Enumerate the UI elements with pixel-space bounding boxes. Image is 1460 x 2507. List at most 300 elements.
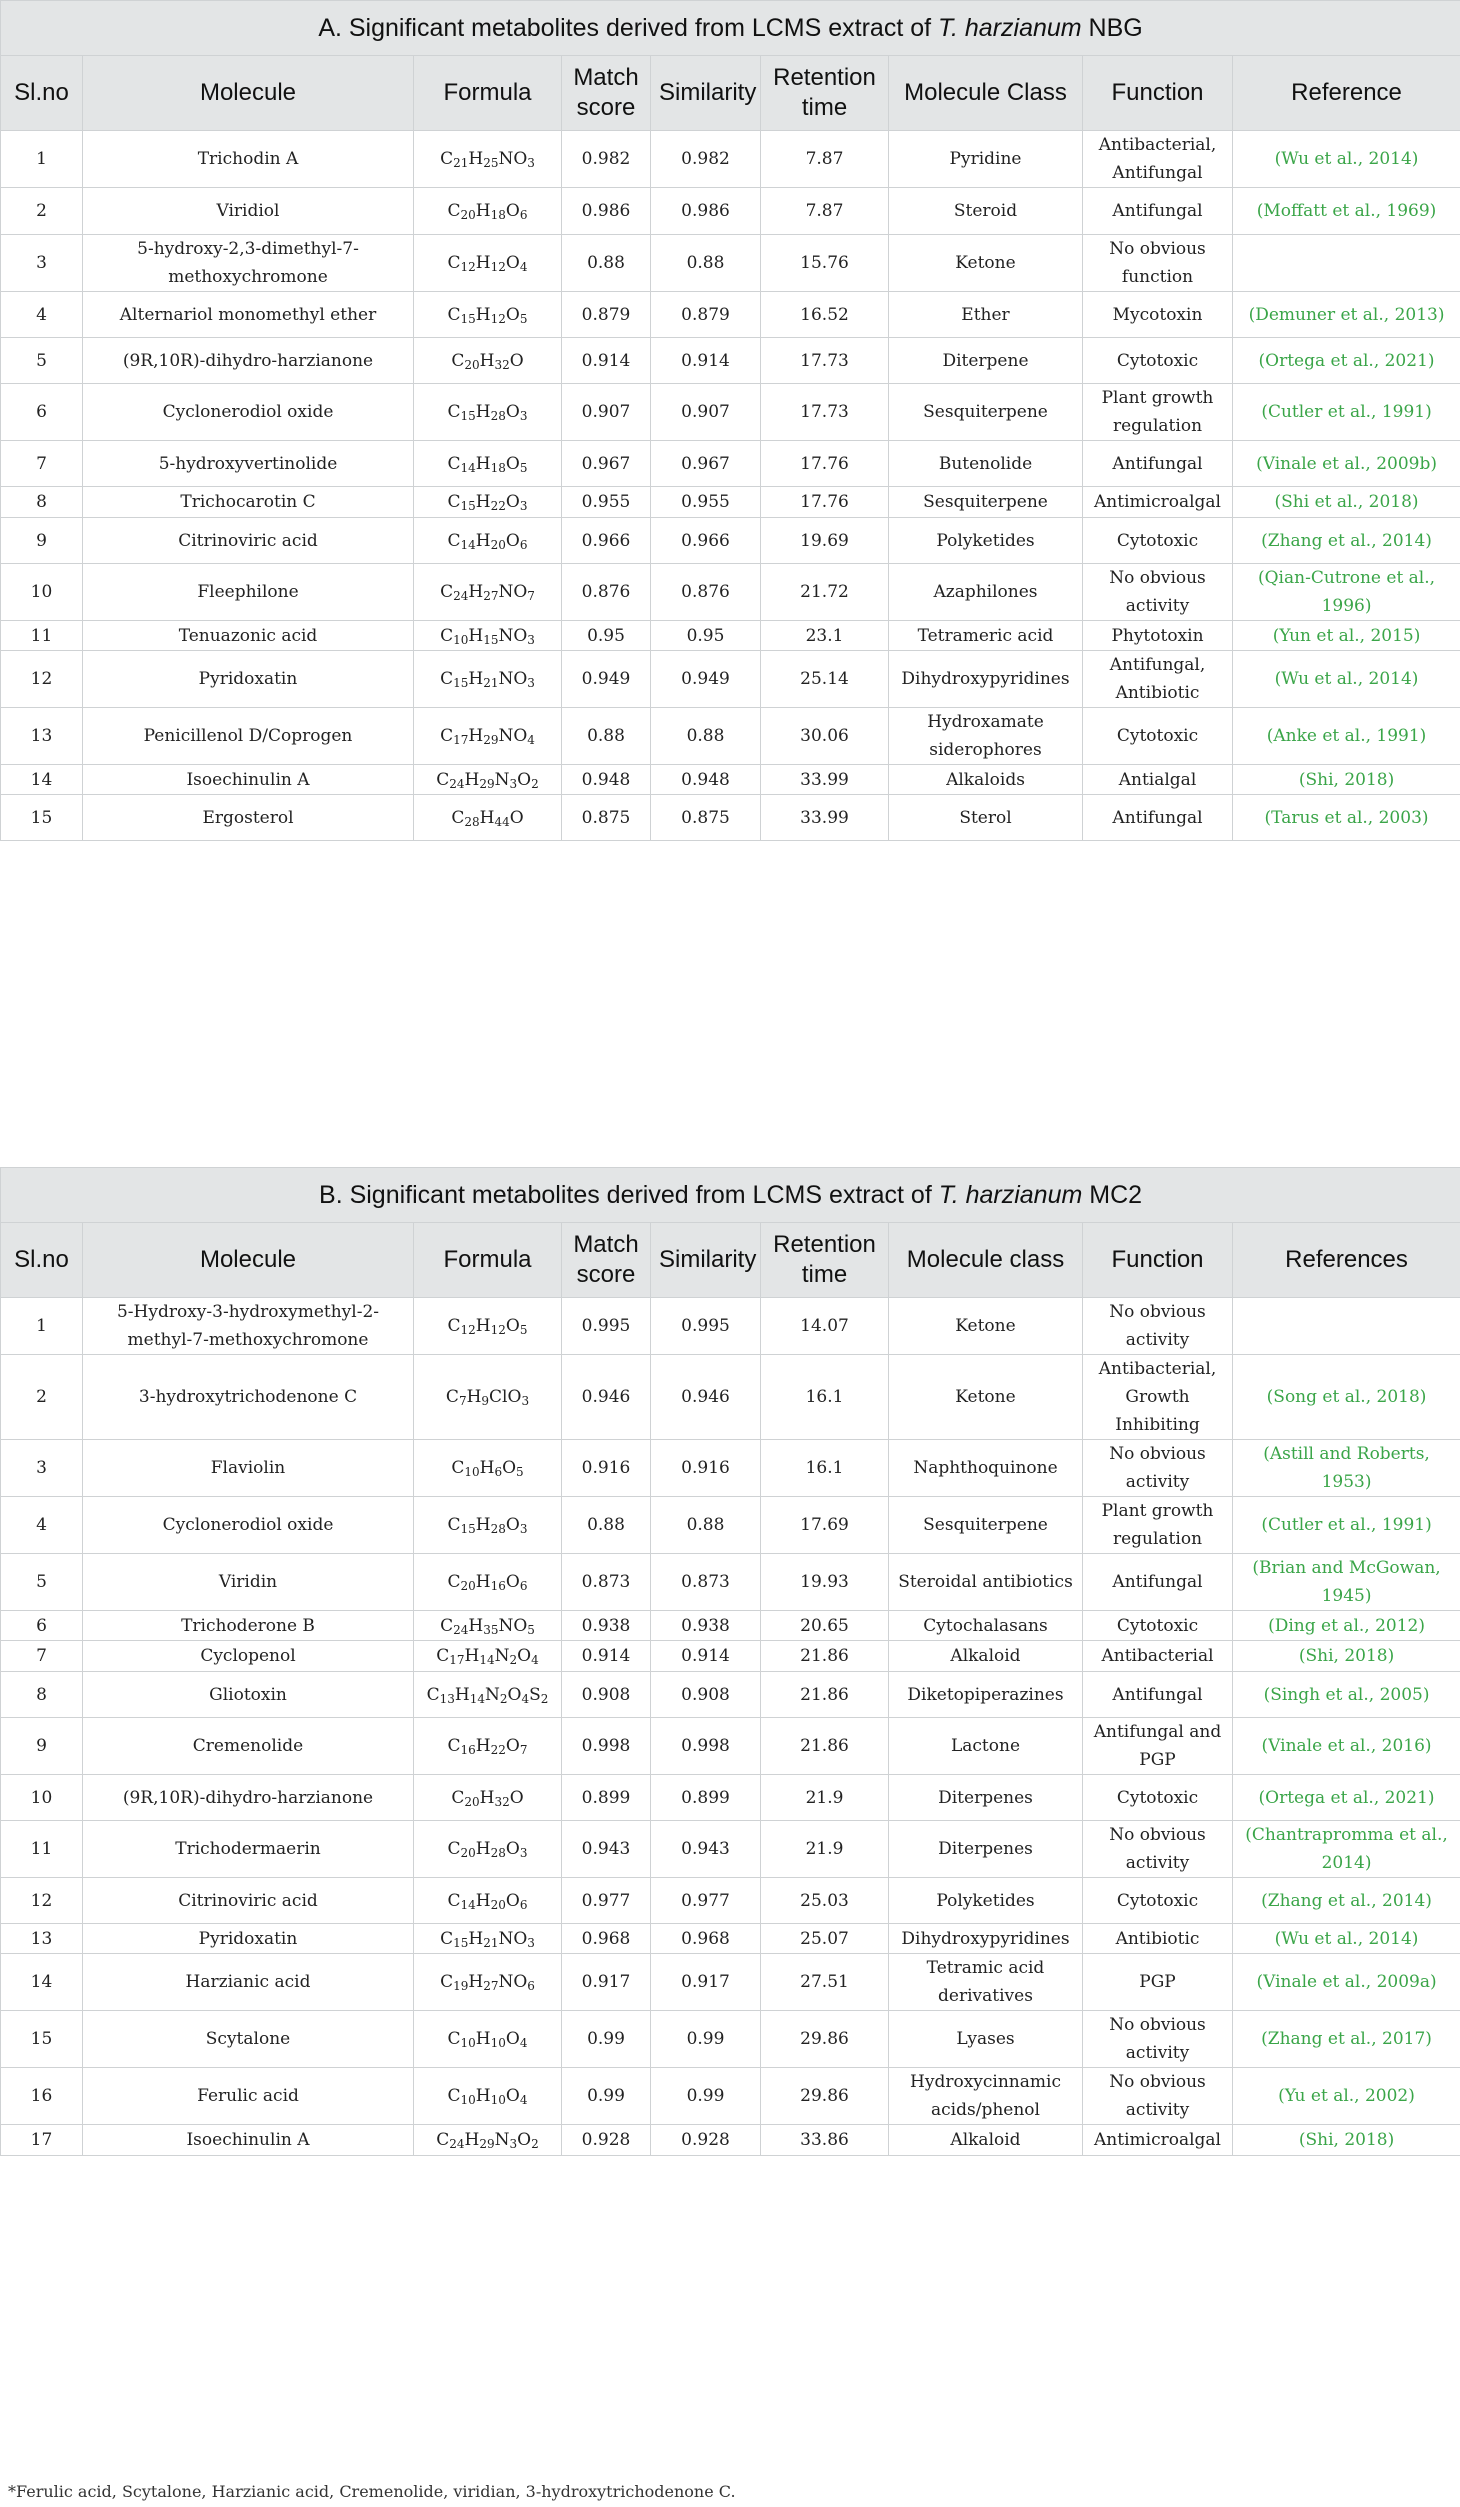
molecule-cell: Harzianic acid bbox=[83, 1954, 414, 2011]
table-title bbox=[1, 1, 1460, 56]
table-row bbox=[1, 1440, 1460, 1497]
retention-time-cell: 19.93 bbox=[761, 1554, 889, 1611]
title-species: T. harzianum bbox=[938, 1181, 1083, 1209]
molecule-class-cell: Sesquiterpene bbox=[889, 487, 1083, 518]
function-cell: Cytotoxic bbox=[1083, 1878, 1233, 1924]
retention-time-cell: 17.76 bbox=[761, 487, 889, 518]
retention-time-cell: 33.99 bbox=[761, 795, 889, 841]
molecule-cell: Pyridoxatin bbox=[83, 651, 414, 708]
table-title bbox=[1, 1168, 1460, 1223]
reference-cell[interactable]: (Moffatt et al., 1969) bbox=[1233, 188, 1460, 235]
retention-time-cell: 21.72 bbox=[761, 564, 889, 621]
table-row bbox=[1, 708, 1460, 765]
sl-no-cell: 8 bbox=[1, 1672, 83, 1718]
reference-cell[interactable]: (Demuner et al., 2013) bbox=[1233, 292, 1460, 338]
molecule-class-cell: Hydroxycinnamic acids/phenol bbox=[889, 2068, 1083, 2125]
match-score-cell: 0.914 bbox=[562, 338, 651, 384]
formula-cell: $C_{20}H_{28}O_3$ bbox=[414, 1821, 562, 1878]
retention-time-cell: 25.14 bbox=[761, 651, 889, 708]
molecule-class-cell: Cytochalasans bbox=[889, 1611, 1083, 1641]
title-suffix: NBG bbox=[1081, 14, 1143, 42]
table-row bbox=[1, 1497, 1460, 1554]
match-score-cell: 0.928 bbox=[562, 2125, 651, 2156]
molecule-cell: Cyclonerodiol oxide bbox=[83, 384, 414, 441]
match-score-cell: 0.95 bbox=[562, 621, 651, 651]
molecule-cell: Pyridoxatin bbox=[83, 1924, 414, 1954]
sl-no-cell: 4 bbox=[1, 1497, 83, 1554]
molecule-class-cell: Sesquiterpene bbox=[889, 384, 1083, 441]
molecule-cell: Cyclopenol bbox=[83, 1641, 414, 1672]
molecule-class-cell: Polyketides bbox=[889, 518, 1083, 564]
table-row bbox=[1, 2068, 1460, 2125]
similarity-cell: 0.938 bbox=[651, 1611, 761, 1641]
match-score-cell: 0.88 bbox=[562, 708, 651, 765]
similarity-cell: 0.977 bbox=[651, 1878, 761, 1924]
match-score-cell: 0.948 bbox=[562, 765, 651, 795]
match-score-cell: 0.943 bbox=[562, 1821, 651, 1878]
retention-time-cell: 16.52 bbox=[761, 292, 889, 338]
function-cell: Antimicroalgal bbox=[1083, 2125, 1233, 2156]
molecule-cell: Penicillenol D/Coprogen bbox=[83, 708, 414, 765]
function-cell: No obvious function bbox=[1083, 235, 1233, 292]
formula-cell: $C_{15}H_{21}NO_3$ bbox=[414, 1924, 562, 1954]
sl-no-cell: 15 bbox=[1, 795, 83, 841]
reference-cell[interactable]: (Vinale et al., 2016) bbox=[1233, 1718, 1460, 1775]
sl-no-cell: 6 bbox=[1, 1611, 83, 1641]
sl-no-cell: 1 bbox=[1, 131, 83, 188]
table-row bbox=[1, 188, 1460, 235]
function-cell: Antifungal bbox=[1083, 795, 1233, 841]
formula-cell: $C_{21}H_{25}NO_3$ bbox=[414, 131, 562, 188]
match-score-cell: 0.949 bbox=[562, 651, 651, 708]
sl-no-cell: 14 bbox=[1, 765, 83, 795]
formula-cell: $C_{10}H_{10}O_4$ bbox=[414, 2011, 562, 2068]
table-row bbox=[1, 1355, 1460, 1440]
table-row bbox=[1, 235, 1460, 292]
reference-cell[interactable]: (Wu et al., 2014) bbox=[1233, 131, 1460, 188]
molecule-class-cell: Tetramic acid derivatives bbox=[889, 1954, 1083, 2011]
sl-no-cell: 6 bbox=[1, 384, 83, 441]
similarity-cell: 0.917 bbox=[651, 1954, 761, 2011]
sl-no-cell: 12 bbox=[1, 651, 83, 708]
molecule-class-cell: Dihydroxypyridines bbox=[889, 651, 1083, 708]
molecule-cell: 5-Hydroxy-3-hydroxymethyl-2-methyl-7-methoxychromone bbox=[83, 1298, 414, 1355]
match-score-cell: 0.907 bbox=[562, 384, 651, 441]
formula-cell: $C_{19}H_{27}NO_6$ bbox=[414, 1954, 562, 2011]
formula-cell: $C_{24}H_{29}N_3O_2$ bbox=[414, 765, 562, 795]
function-cell: Antimicroalgal bbox=[1083, 487, 1233, 518]
function-cell: Antibacterial, Growth Inhibiting bbox=[1083, 1355, 1233, 1440]
function-cell: Antibacterial bbox=[1083, 1641, 1233, 1672]
formula-cell: $C_{17}H_{29}NO_4$ bbox=[414, 708, 562, 765]
retention-time-cell: 7.87 bbox=[761, 131, 889, 188]
function-cell: No obvious activity bbox=[1083, 564, 1233, 621]
column-header: Molecule Class bbox=[889, 56, 1083, 131]
formula-cell: $C_{10}H_{10}O_4$ bbox=[414, 2068, 562, 2125]
function-cell: Cytotoxic bbox=[1083, 518, 1233, 564]
molecule-class-cell: Ketone bbox=[889, 1355, 1083, 1440]
formula-cell: $C_{20}H_{32}O$ bbox=[414, 1775, 562, 1821]
sl-no-cell: 17 bbox=[1, 2125, 83, 2156]
sl-no-cell: 3 bbox=[1, 1440, 83, 1497]
table-row bbox=[1, 1821, 1460, 1878]
function-cell: PGP bbox=[1083, 1954, 1233, 2011]
title-text: B. Significant metabolites derived from LCMS extract of bbox=[319, 1181, 939, 1209]
molecule-class-cell: Dihydroxypyridines bbox=[889, 1924, 1083, 1954]
metabolites-table-mc2 bbox=[0, 1167, 1460, 2156]
similarity-cell: 0.88 bbox=[651, 235, 761, 292]
match-score-cell: 0.899 bbox=[562, 1775, 651, 1821]
function-cell: Antifungal bbox=[1083, 441, 1233, 487]
match-score-cell: 0.879 bbox=[562, 292, 651, 338]
match-score-cell: 0.966 bbox=[562, 518, 651, 564]
formula-cell: $C_{24}H_{29}N_3O_2$ bbox=[414, 2125, 562, 2156]
title-text: A. Significant metabolites derived from LCMS extract of bbox=[318, 14, 939, 42]
function-cell: Cytotoxic bbox=[1083, 1611, 1233, 1641]
formula-cell: $C_{13}H_{14}N_2O_4S_2$ bbox=[414, 1672, 562, 1718]
retention-time-cell: 21.9 bbox=[761, 1775, 889, 1821]
reference-cell[interactable]: (Astill and Roberts, 1953) bbox=[1233, 1440, 1460, 1497]
column-header: Retention time bbox=[761, 1223, 889, 1298]
table-row bbox=[1, 1954, 1460, 2011]
table-row bbox=[1, 292, 1460, 338]
similarity-cell: 0.967 bbox=[651, 441, 761, 487]
retention-time-cell: 29.86 bbox=[761, 2068, 889, 2125]
similarity-cell: 0.95 bbox=[651, 621, 761, 651]
table-row bbox=[1, 2011, 1460, 2068]
molecule-class-cell: Ether bbox=[889, 292, 1083, 338]
retention-time-cell: 25.07 bbox=[761, 1924, 889, 1954]
molecule-class-cell: Hydroxamate siderophores bbox=[889, 708, 1083, 765]
match-score-cell: 0.998 bbox=[562, 1718, 651, 1775]
similarity-cell: 0.875 bbox=[651, 795, 761, 841]
reference-cell[interactable]: (Cutler et al., 1991) bbox=[1233, 1497, 1460, 1554]
match-score-cell: 0.917 bbox=[562, 1954, 651, 2011]
similarity-cell: 0.943 bbox=[651, 1821, 761, 1878]
molecule-class-cell: Diterpene bbox=[889, 338, 1083, 384]
function-cell: Antifungal, Antibiotic bbox=[1083, 651, 1233, 708]
retention-time-cell: 21.86 bbox=[761, 1672, 889, 1718]
match-score-cell: 0.968 bbox=[562, 1924, 651, 1954]
table-row bbox=[1, 131, 1460, 188]
similarity-cell: 0.982 bbox=[651, 131, 761, 188]
formula-cell: $C_{28}H_{44}O$ bbox=[414, 795, 562, 841]
similarity-cell: 0.88 bbox=[651, 708, 761, 765]
reference-cell bbox=[1233, 235, 1460, 292]
molecule-cell: Viridiol bbox=[83, 188, 414, 235]
formula-cell: $C_{16}H_{22}O_7$ bbox=[414, 1718, 562, 1775]
formula-cell: $C_{20}H_{16}O_6$ bbox=[414, 1554, 562, 1611]
reference-cell[interactable]: (Yun et al., 2015) bbox=[1233, 621, 1460, 651]
sl-no-cell: 2 bbox=[1, 1355, 83, 1440]
formula-cell: $C_{15}H_{12}O_5$ bbox=[414, 292, 562, 338]
molecule-cell: Isoechinulin A bbox=[83, 765, 414, 795]
formula-cell: $C_7H_9ClO_3$ bbox=[414, 1355, 562, 1440]
reference-cell[interactable]: (Ortega et al., 2021) bbox=[1233, 1775, 1460, 1821]
sl-no-cell: 12 bbox=[1, 1878, 83, 1924]
reference-cell[interactable]: (Zhang et al., 2017) bbox=[1233, 2011, 1460, 2068]
molecule-cell: Citrinoviric acid bbox=[83, 1878, 414, 1924]
molecule-cell: 5-hydroxy-2,3-dimethyl-7-methoxychromone bbox=[83, 235, 414, 292]
match-score-cell: 0.876 bbox=[562, 564, 651, 621]
match-score-cell: 0.938 bbox=[562, 1611, 651, 1641]
retention-time-cell: 33.86 bbox=[761, 2125, 889, 2156]
molecule-cell: Ergosterol bbox=[83, 795, 414, 841]
reference-cell[interactable]: (Anke et al., 1991) bbox=[1233, 708, 1460, 765]
column-header: Function bbox=[1083, 1223, 1233, 1298]
match-score-cell: 0.99 bbox=[562, 2068, 651, 2125]
match-score-cell: 0.986 bbox=[562, 188, 651, 235]
similarity-cell: 0.99 bbox=[651, 2068, 761, 2125]
column-header: Reference bbox=[1233, 56, 1460, 131]
similarity-cell: 0.995 bbox=[651, 1298, 761, 1355]
function-cell: Antialgal bbox=[1083, 765, 1233, 795]
footnote: *Ferulic acid, Scytalone, Harzianic acid, Cremenolide, viridian, 3-hydroxytrichodenone C. bbox=[8, 2482, 736, 2501]
retention-time-cell: 33.99 bbox=[761, 765, 889, 795]
molecule-class-cell: Alkaloid bbox=[889, 2125, 1083, 2156]
reference-cell[interactable]: (Vinale et al., 2009a) bbox=[1233, 1954, 1460, 2011]
molecule-cell: (9R,10R)-dihydro-harzianone bbox=[83, 1775, 414, 1821]
sl-no-cell: 2 bbox=[1, 188, 83, 235]
reference-cell[interactable]: (Singh et al., 2005) bbox=[1233, 1672, 1460, 1718]
table-row bbox=[1, 1611, 1460, 1641]
retention-time-cell: 15.76 bbox=[761, 235, 889, 292]
reference-cell[interactable]: (Vinale et al., 2009b) bbox=[1233, 441, 1460, 487]
column-header: Similarity bbox=[651, 56, 761, 131]
formula-cell: $C_{12}H_{12}O_4$ bbox=[414, 235, 562, 292]
reference-cell[interactable]: (Wu et al., 2014) bbox=[1233, 651, 1460, 708]
molecule-cell: 3-hydroxytrichodenone C bbox=[83, 1355, 414, 1440]
formula-cell: $C_{15}H_{21}NO_3$ bbox=[414, 651, 562, 708]
match-score-cell: 0.967 bbox=[562, 441, 651, 487]
retention-time-cell: 23.1 bbox=[761, 621, 889, 651]
retention-time-cell: 21.86 bbox=[761, 1718, 889, 1775]
similarity-cell: 0.879 bbox=[651, 292, 761, 338]
reference-cell[interactable]: (Qian-Cutrone et al., 1996) bbox=[1233, 564, 1460, 621]
table-row bbox=[1, 564, 1460, 621]
match-score-cell: 0.916 bbox=[562, 1440, 651, 1497]
match-score-cell: 0.995 bbox=[562, 1298, 651, 1355]
retention-time-cell: 19.69 bbox=[761, 518, 889, 564]
function-cell: Antifungal and PGP bbox=[1083, 1718, 1233, 1775]
table-row bbox=[1, 1672, 1460, 1718]
title-suffix: MC2 bbox=[1082, 1181, 1143, 1209]
reference-cell[interactable]: (Wu et al., 2014) bbox=[1233, 1924, 1460, 1954]
formula-cell: $C_{24}H_{27}NO_7$ bbox=[414, 564, 562, 621]
sl-no-cell: 4 bbox=[1, 292, 83, 338]
function-cell: No obvious activity bbox=[1083, 2068, 1233, 2125]
reference-cell[interactable]: (Song et al., 2018) bbox=[1233, 1355, 1460, 1440]
retention-time-cell: 21.9 bbox=[761, 1821, 889, 1878]
similarity-cell: 0.876 bbox=[651, 564, 761, 621]
similarity-cell: 0.928 bbox=[651, 2125, 761, 2156]
reference-cell[interactable]: (Cutler et al., 1991) bbox=[1233, 384, 1460, 441]
molecule-cell: Trichocarotin C bbox=[83, 487, 414, 518]
similarity-cell: 0.916 bbox=[651, 1440, 761, 1497]
formula-cell: $C_{14}H_{20}O_6$ bbox=[414, 1878, 562, 1924]
molecule-cell: Scytalone bbox=[83, 2011, 414, 2068]
molecule-cell: Ferulic acid bbox=[83, 2068, 414, 2125]
retention-time-cell: 29.86 bbox=[761, 2011, 889, 2068]
function-cell: No obvious activity bbox=[1083, 1440, 1233, 1497]
match-score-cell: 0.88 bbox=[562, 1497, 651, 1554]
molecule-class-cell: Diterpenes bbox=[889, 1775, 1083, 1821]
function-cell: Antifungal bbox=[1083, 1554, 1233, 1611]
sl-no-cell: 7 bbox=[1, 1641, 83, 1672]
molecule-cell: Gliotoxin bbox=[83, 1672, 414, 1718]
function-cell: Antibacterial, Antifungal bbox=[1083, 131, 1233, 188]
retention-time-cell: 21.86 bbox=[761, 1641, 889, 1672]
sl-no-cell: 5 bbox=[1, 1554, 83, 1611]
similarity-cell: 0.968 bbox=[651, 1924, 761, 1954]
table-row bbox=[1, 1641, 1460, 1672]
reference-cell[interactable]: (Shi, 2018) bbox=[1233, 1641, 1460, 1672]
molecule-class-cell: Ketone bbox=[889, 235, 1083, 292]
molecule-class-cell: Alkaloid bbox=[889, 1641, 1083, 1672]
molecule-cell: Fleephilone bbox=[83, 564, 414, 621]
molecule-class-cell: Steroid bbox=[889, 188, 1083, 235]
molecule-class-cell: Azaphilones bbox=[889, 564, 1083, 621]
similarity-cell: 0.907 bbox=[651, 384, 761, 441]
column-header: Sl.no bbox=[1, 1223, 83, 1298]
similarity-cell: 0.899 bbox=[651, 1775, 761, 1821]
molecule-cell: Trichodermaerin bbox=[83, 1821, 414, 1878]
table-row bbox=[1, 2125, 1460, 2156]
table-row bbox=[1, 1924, 1460, 1954]
table-row bbox=[1, 338, 1460, 384]
column-header: Sl.no bbox=[1, 56, 83, 131]
table-row bbox=[1, 621, 1460, 651]
column-header: Match score bbox=[562, 56, 651, 131]
molecule-cell: (9R,10R)-dihydro-harzianone bbox=[83, 338, 414, 384]
column-header: Formula bbox=[414, 1223, 562, 1298]
sl-no-cell: 8 bbox=[1, 487, 83, 518]
table-row bbox=[1, 795, 1460, 841]
column-header: Formula bbox=[414, 56, 562, 131]
formula-cell: $C_{15}H_{28}O_3$ bbox=[414, 384, 562, 441]
sl-no-cell: 15 bbox=[1, 2011, 83, 2068]
reference-cell[interactable]: (Ortega et al., 2021) bbox=[1233, 338, 1460, 384]
reference-cell[interactable]: (Shi, 2018) bbox=[1233, 765, 1460, 795]
match-score-cell: 0.99 bbox=[562, 2011, 651, 2068]
formula-cell: $C_{14}H_{18}O_5$ bbox=[414, 441, 562, 487]
formula-cell: $C_{12}H_{12}O_5$ bbox=[414, 1298, 562, 1355]
function-cell: Antibiotic bbox=[1083, 1924, 1233, 1954]
molecule-class-cell: Steroidal antibiotics bbox=[889, 1554, 1083, 1611]
similarity-cell: 0.873 bbox=[651, 1554, 761, 1611]
reference-cell[interactable]: (Zhang et al., 2014) bbox=[1233, 518, 1460, 564]
function-cell: Cytotoxic bbox=[1083, 338, 1233, 384]
metabolites-table-nbg bbox=[0, 0, 1460, 841]
similarity-cell: 0.914 bbox=[651, 1641, 761, 1672]
similarity-cell: 0.99 bbox=[651, 2011, 761, 2068]
formula-cell: $C_{20}H_{32}O$ bbox=[414, 338, 562, 384]
reference-cell[interactable]: (Ding et al., 2012) bbox=[1233, 1611, 1460, 1641]
molecule-cell: Alternariol monomethyl ether bbox=[83, 292, 414, 338]
match-score-cell: 0.955 bbox=[562, 487, 651, 518]
molecule-class-cell: Ketone bbox=[889, 1298, 1083, 1355]
reference-cell[interactable]: (Chantrapromma et al., 2014) bbox=[1233, 1821, 1460, 1878]
function-cell: Phytotoxin bbox=[1083, 621, 1233, 651]
table-row bbox=[1, 765, 1460, 795]
function-cell: Antifungal bbox=[1083, 1672, 1233, 1718]
sl-no-cell: 1 bbox=[1, 1298, 83, 1355]
formula-cell: $C_{20}H_{18}O_6$ bbox=[414, 188, 562, 235]
reference-cell[interactable]: (Yu et al., 2002) bbox=[1233, 2068, 1460, 2125]
reference-cell[interactable]: (Shi, 2018) bbox=[1233, 2125, 1460, 2156]
reference-cell[interactable]: (Shi et al., 2018) bbox=[1233, 487, 1460, 518]
molecule-class-cell: Sterol bbox=[889, 795, 1083, 841]
reference-cell[interactable]: (Brian and McGowan, 1945) bbox=[1233, 1554, 1460, 1611]
table-row bbox=[1, 441, 1460, 487]
function-cell: Cytotoxic bbox=[1083, 1775, 1233, 1821]
function-cell: Plant growth regulation bbox=[1083, 1497, 1233, 1554]
column-header: Molecule class bbox=[889, 1223, 1083, 1298]
retention-time-cell: 25.03 bbox=[761, 1878, 889, 1924]
formula-cell: $C_{10}H_6O_5$ bbox=[414, 1440, 562, 1497]
table-row bbox=[1, 384, 1460, 441]
column-header: Function bbox=[1083, 56, 1233, 131]
molecule-class-cell: Diterpenes bbox=[889, 1821, 1083, 1878]
molecule-class-cell: Butenolide bbox=[889, 441, 1083, 487]
sl-no-cell: 13 bbox=[1, 1924, 83, 1954]
molecule-class-cell: Alkaloids bbox=[889, 765, 1083, 795]
similarity-cell: 0.948 bbox=[651, 765, 761, 795]
retention-time-cell: 30.06 bbox=[761, 708, 889, 765]
column-header: Molecule bbox=[83, 1223, 414, 1298]
similarity-cell: 0.949 bbox=[651, 651, 761, 708]
sl-no-cell: 9 bbox=[1, 518, 83, 564]
retention-time-cell: 17.76 bbox=[761, 441, 889, 487]
reference-cell bbox=[1233, 1298, 1460, 1355]
sl-no-cell: 13 bbox=[1, 708, 83, 765]
sl-no-cell: 14 bbox=[1, 1954, 83, 2011]
similarity-cell: 0.908 bbox=[651, 1672, 761, 1718]
sl-no-cell: 11 bbox=[1, 621, 83, 651]
match-score-cell: 0.977 bbox=[562, 1878, 651, 1924]
similarity-cell: 0.946 bbox=[651, 1355, 761, 1440]
formula-cell: $C_{10}H_{15}NO_3$ bbox=[414, 621, 562, 651]
reference-cell[interactable]: (Zhang et al., 2014) bbox=[1233, 1878, 1460, 1924]
retention-time-cell: 16.1 bbox=[761, 1355, 889, 1440]
function-cell: No obvious activity bbox=[1083, 1298, 1233, 1355]
molecule-cell: Citrinoviric acid bbox=[83, 518, 414, 564]
molecule-cell: Trichoderone B bbox=[83, 1611, 414, 1641]
function-cell: Cytotoxic bbox=[1083, 708, 1233, 765]
table-row bbox=[1, 518, 1460, 564]
title-species: T. harzianum bbox=[938, 14, 1082, 42]
sl-no-cell: 5 bbox=[1, 338, 83, 384]
retention-time-cell: 7.87 bbox=[761, 188, 889, 235]
formula-cell: $C_{24}H_{35}NO_5$ bbox=[414, 1611, 562, 1641]
molecule-class-cell: Lactone bbox=[889, 1718, 1083, 1775]
function-cell: Antifungal bbox=[1083, 188, 1233, 235]
reference-cell[interactable]: (Tarus et al., 2003) bbox=[1233, 795, 1460, 841]
formula-cell: $C_{17}H_{14}N_2O_4$ bbox=[414, 1641, 562, 1672]
column-header: Match score bbox=[562, 1223, 651, 1298]
match-score-cell: 0.982 bbox=[562, 131, 651, 188]
sl-no-cell: 11 bbox=[1, 1821, 83, 1878]
retention-time-cell: 17.73 bbox=[761, 384, 889, 441]
similarity-cell: 0.966 bbox=[651, 518, 761, 564]
table-row bbox=[1, 1718, 1460, 1775]
sl-no-cell: 16 bbox=[1, 2068, 83, 2125]
match-score-cell: 0.914 bbox=[562, 1641, 651, 1672]
retention-time-cell: 16.1 bbox=[761, 1440, 889, 1497]
formula-cell: $C_{15}H_{22}O_3$ bbox=[414, 487, 562, 518]
molecule-class-cell: Lyases bbox=[889, 2011, 1083, 2068]
function-cell: No obvious activity bbox=[1083, 2011, 1233, 2068]
